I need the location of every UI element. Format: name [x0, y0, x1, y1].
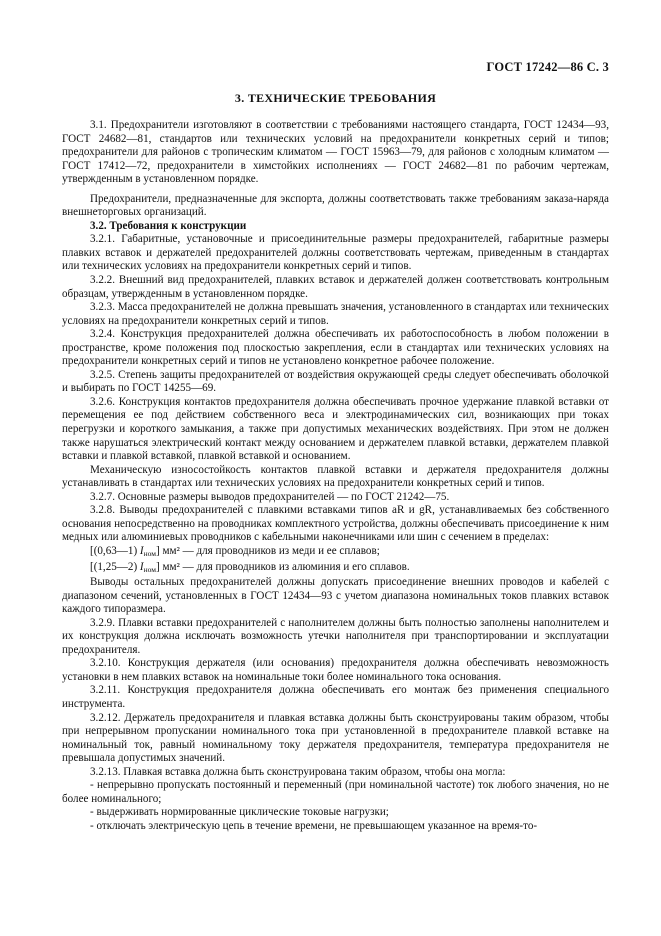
formula-subscript: ном	[143, 564, 156, 574]
list-item: - непрерывно пропускать постоянный и переменный (при номинальной частоте) ток любого значения, но не более номинального;	[62, 779, 609, 805]
paragraph-3-2-3: 3.2.3. Масса предохранителей не должна превышать значения, установленного в стандартах или технических условиях на предохранители конкретных серий и типов.	[62, 301, 609, 327]
formula-symbol: I	[139, 560, 144, 573]
paragraph-wear-resistance: Механическую износостойкость контактов плавкой вставки и держателя предохранителя должны устанавливать в стандартах или технических условиях на предохранители конкретных серий и типов.	[62, 463, 609, 490]
formula-line-copper	[62, 545, 609, 561]
paragraph-3-2-2: 3.2.2. Внешний вид предохранителей, плавких вставок и держателей должен соответствовать контрольным образцам, утвержденным в установленном порядке.	[62, 274, 609, 300]
paragraph-other-terminals: Выводы остальных предохранителей должны допускать присоединение внешних проводов и кабелей с диапазоном сечений, установленных в ГОСТ 12434—93 с учетом диапазона номинальных токов плавких вставок каждого типоразмера.	[62, 576, 609, 616]
formula-range: [(1,25—2)	[90, 560, 138, 573]
page-header: ГОСТ 17242—86 С. 3	[486, 60, 609, 74]
formula-symbol: I	[139, 544, 144, 557]
section-title: 3. ТЕХНИЧЕСКИЕ ТРЕБОВАНИЯ	[234, 91, 437, 105]
paragraph-3-2-6: 3.2.6. Конструкция контактов предохранителя должна обеспечивать прочное удержание плавкой вставки от перемещения ее под действием собственного веса и электродинамических сил, возникающих при токах перегрузки и короткого замыкания, а также при допустимых механических воздействиях. При этом не должен также нарушаться электрический контакт между основанием и держателем плавкой вставки, держателем плавкой вставки и плавкой вставкой, плавкой вставкой и основанием.	[62, 395, 609, 463]
paragraph-3-2-5: 3.2.5. Степень защиты предохранителей от воздействия окружающей среды следует обеспечивать оболочкой и выбирать по ГОСТ 14255—69.	[62, 368, 609, 395]
list-item: - отключать электрическую цепь в течение времени, не превышающем указанное на время-то-	[90, 819, 538, 832]
paragraph-3-2-7: 3.2.7. Основные размеры выводов предохранителей — по ГОСТ 21242—75.	[90, 490, 450, 503]
formula-rest: ] мм² — для проводников из алюминия и его сплавов.	[156, 560, 410, 573]
paragraph-3-2-11: 3.2.11. Конструкция предохранителя должна обеспечивать его монтаж без применения специального инструмента.	[62, 684, 609, 710]
formula-subscript: ном	[143, 548, 156, 558]
paragraph-3-1: 3.1. Предохранители изготовляют в соответствии с требованиями настоящего стандарта, ГОСТ 12434—93, ГОСТ 24682—81, стандартов или технических условий на предохранители конкретных серий и типов; предохранители для районов с тропическим климатом — ГОСТ 15963—79, для районов с холодным климатом — ГОСТ 17412—72, предохранители в химстойких исполнениях — ГОСТ 24682—81 по рабочим чертежам, утвержденным в установленном порядке.	[62, 119, 609, 186]
paragraph-3-2-10: 3.2.10. Конструкция держателя (или основания) предохранителя должна обеспечивать невозможность установки в нем плавких вставок на номинальные токи более номинального тока основания.	[62, 657, 609, 683]
paragraph-3-2-9: 3.2.9. Плавки вставки предохранителей с наполнителем должны быть полностью заполнены наполнителем и их конструкция должна исключать возможность утечки наполнителя при транспортировании и эксплуатации предохранителя.	[62, 616, 609, 656]
paragraph-3-2-4: 3.2.4. Конструкция предохранителей должна обеспечивать их работоспособность в любом положении в пространстве, кроме положения под плоскостью закрепления, если в стандартах или технических условиях на предохранители конкретных серий и типов не установлено конкретное рабочее положение.	[62, 328, 609, 368]
paragraph-3-2-13: 3.2.13. Плавкая вставка должна быть сконструирована таким образом, чтобы она могла:	[90, 765, 506, 778]
subsection-heading-3-2: 3.2. Требования к конструкции	[90, 219, 247, 232]
paragraph-3-2-8: 3.2.8. Выводы предохранителей с плавкими вставками типов aR и gR, устанавливаемых без собственного основания непосредственно на проводниках комплектного устройства, должны обеспечивать присоединение к ним медных или алюминиевых проводников с кабельными наконечниками или шин с сечением в пределах:	[62, 504, 609, 544]
list-item: - выдерживать нормированные циклические токовые нагрузки;	[90, 806, 389, 819]
formula-range: [(0,63—1)	[90, 544, 138, 557]
formula-line-aluminium	[62, 561, 609, 577]
paragraph-3-2-1: 3.2.1. Габаритные, установочные и присоединительные размеры предохранителей, габаритные размеры плавких вставок и держателей предохранителей должны соответствовать чертежам, приведенным в стандартах или технических условиях на предохранители конкретных серий и типов.	[62, 233, 609, 273]
document-body	[62, 119, 609, 833]
paragraph-export: Предохранители, предназначенные для экспорта, должны соответствовать также требованиям заказа-наряда внешнеторговых организаций.	[62, 192, 609, 219]
formula-rest: ] мм² — для проводников из меди и ее сплавов;	[156, 544, 380, 557]
paragraph-3-2-12: 3.2.12. Держатель предохранителя и плавкая вставка должны быть сконструированы таким образом, чтобы при непрерывном пропускании номинального тока при установленной в предохранителе плавкой вставке на номинальный ток, равный номинальному току держателя предохранителя, температура предохранителя не превышала допустимых значений.	[62, 711, 609, 765]
